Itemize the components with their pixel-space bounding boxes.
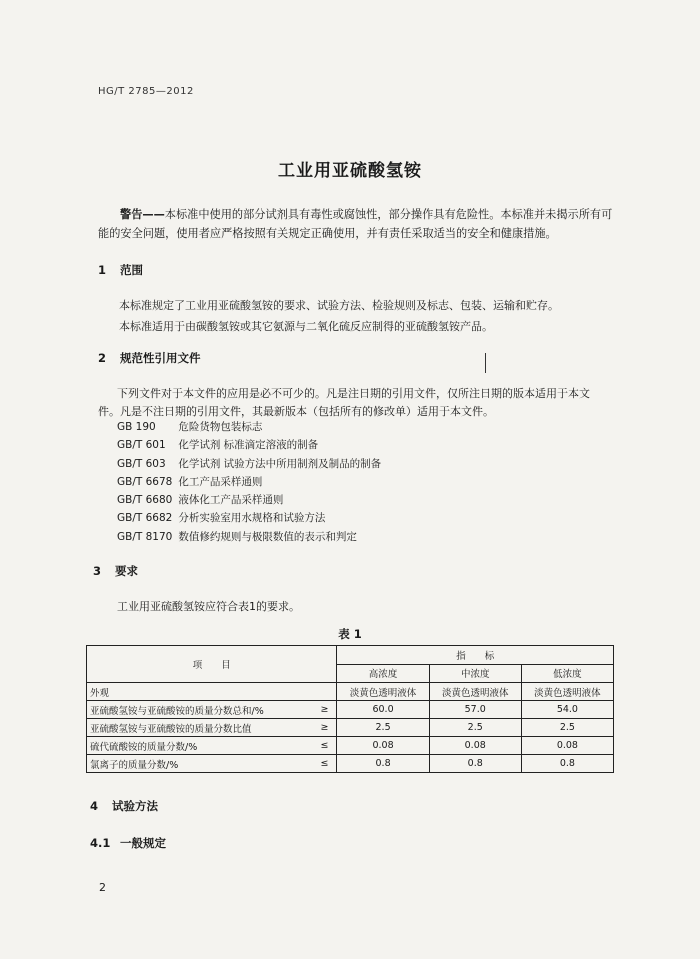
reference-code: GB/T 6682 bbox=[117, 512, 173, 525]
reference-item bbox=[117, 474, 381, 492]
row-comparator bbox=[312, 683, 337, 701]
cell-value: 0.08 bbox=[337, 737, 429, 755]
section-number: 4 bbox=[90, 799, 99, 813]
section-2-heading bbox=[98, 350, 201, 366]
section-number: 3 bbox=[93, 564, 102, 578]
column-header: 中浓度 bbox=[429, 664, 521, 683]
warning-paragraph bbox=[98, 205, 618, 243]
row-name: 亚硫酸氢铵与亚硫酸铵的质量分数总和/% bbox=[87, 701, 313, 719]
page-number: 2 bbox=[99, 881, 106, 894]
section-1-heading bbox=[98, 262, 143, 278]
section-number: 1 bbox=[98, 263, 107, 277]
column-header: 高浓度 bbox=[337, 664, 429, 683]
section-title: 范围 bbox=[120, 263, 143, 277]
reference-item bbox=[117, 437, 381, 455]
scope-paragraph-1: 本标准规定了工业用亚硫酸氢铵的要求、试验方法、检验规则及标志、包装、运输和贮存。 bbox=[119, 299, 559, 312]
scan-mark bbox=[485, 353, 486, 373]
table-row bbox=[87, 701, 614, 719]
reference-name: 分析实验室用水规格和试验方法 bbox=[178, 512, 326, 525]
warning-lead: 警告—— bbox=[120, 208, 165, 221]
row-name: 硫代硫酸铵的质量分数/% bbox=[87, 737, 313, 755]
table-row bbox=[87, 737, 614, 755]
row-name: 亚硫酸氢铵与亚硫酸铵的质量分数比值 bbox=[87, 719, 313, 737]
section-title: 规范性引用文件 bbox=[120, 351, 201, 365]
cell-value: 2.5 bbox=[337, 719, 429, 737]
cell-value: 0.8 bbox=[429, 755, 521, 773]
row-comparator: ≥ bbox=[312, 719, 337, 737]
reference-name: 化学试剂 标准滴定溶液的制备 bbox=[178, 439, 319, 452]
subsection-4-1-heading bbox=[90, 835, 166, 851]
reference-item bbox=[117, 456, 381, 474]
cell-value: 淡黄色透明液体 bbox=[521, 683, 613, 701]
section-4-heading bbox=[90, 798, 158, 814]
cell-value: 0.8 bbox=[521, 755, 613, 773]
reference-code: GB/T 603 bbox=[117, 457, 166, 470]
normative-intro-line-1: 下列文件对于本文件的应用是必不可少的。凡是注日期的引用文件，仅所注日期的版本适用于本文 bbox=[117, 387, 590, 400]
reference-item bbox=[117, 492, 381, 510]
section-3-heading bbox=[93, 563, 138, 579]
table-row bbox=[87, 719, 614, 737]
item-header: 项 目 bbox=[87, 646, 337, 683]
table-caption: 表 1 bbox=[338, 627, 362, 641]
scope-paragraph-2: 本标准适用于由碳酸氢铵或其它氨源与二氧化硫反应制得的亚硫酸氢铵产品。 bbox=[119, 320, 493, 333]
reference-code: GB 190 bbox=[117, 421, 156, 433]
section-title: 要求 bbox=[115, 564, 138, 578]
reference-code: GB/T 6678 bbox=[117, 475, 173, 488]
reference-list bbox=[117, 419, 381, 547]
reference-item bbox=[117, 510, 381, 528]
reference-name: 化学试剂 试验方法中所用制剂及制品的制备 bbox=[178, 457, 382, 470]
subsection-number: 4.1 bbox=[90, 836, 111, 850]
section-number: 2 bbox=[98, 351, 107, 365]
cell-value: 0.08 bbox=[521, 737, 613, 755]
warning-text: 本标准中使用的部分试剂具有毒性或腐蚀性，部分操作具有危险性。本标准并未揭示所有可能的安全问题，使用者应严格按照有关规定正确使用，并有责任采取适当的安全和健康措施。 bbox=[98, 208, 613, 240]
reference-code: GB/T 6680 bbox=[117, 494, 173, 507]
subsection-title: 一般规定 bbox=[120, 836, 166, 850]
table-header-row bbox=[87, 646, 614, 665]
reference-item bbox=[117, 529, 381, 547]
reference-name: 数值修约规则与极限数值的表示和判定 bbox=[178, 530, 357, 543]
reference-code: GB/T 8170 bbox=[117, 530, 173, 543]
row-comparator: ≤ bbox=[312, 737, 337, 755]
normative-intro-line-2: 件。凡是不注日期的引用文件，其最新版本（包括所有的修改单）适用于本文件。 bbox=[98, 405, 494, 418]
cell-value: 54.0 bbox=[521, 701, 613, 719]
reference-name: 危险货物包装标志 bbox=[178, 421, 263, 433]
cell-value: 0.8 bbox=[337, 755, 429, 773]
reference-code: GB/T 601 bbox=[117, 439, 166, 452]
requirements-paragraph: 工业用亚硫酸氢铵应符合表1的要求。 bbox=[117, 600, 300, 613]
cell-value: 2.5 bbox=[521, 719, 613, 737]
row-name: 氯离子的质量分数/% bbox=[87, 755, 313, 773]
reference-item bbox=[117, 419, 381, 437]
cell-value: 2.5 bbox=[429, 719, 521, 737]
table-row bbox=[87, 683, 614, 701]
standard-code: HG/T 2785—2012 bbox=[98, 86, 194, 97]
column-header: 低浓度 bbox=[521, 664, 613, 683]
cell-value: 60.0 bbox=[337, 701, 429, 719]
section-title: 试验方法 bbox=[112, 799, 158, 813]
cell-value: 0.08 bbox=[429, 737, 521, 755]
indicator-header: 指 标 bbox=[337, 646, 614, 665]
row-comparator: ≤ bbox=[312, 755, 337, 773]
requirements-table bbox=[86, 645, 614, 773]
reference-name: 液体化工产品采样通则 bbox=[178, 494, 284, 507]
row-comparator: ≥ bbox=[312, 701, 337, 719]
cell-value: 淡黄色透明液体 bbox=[429, 683, 521, 701]
row-name: 外观 bbox=[87, 683, 313, 701]
reference-name: 化工产品采样通则 bbox=[178, 475, 263, 488]
table-row bbox=[87, 755, 614, 773]
cell-value: 57.0 bbox=[429, 701, 521, 719]
document-title: 工业用亚硫酸氢铵 bbox=[278, 161, 422, 181]
cell-value: 淡黄色透明液体 bbox=[337, 683, 429, 701]
